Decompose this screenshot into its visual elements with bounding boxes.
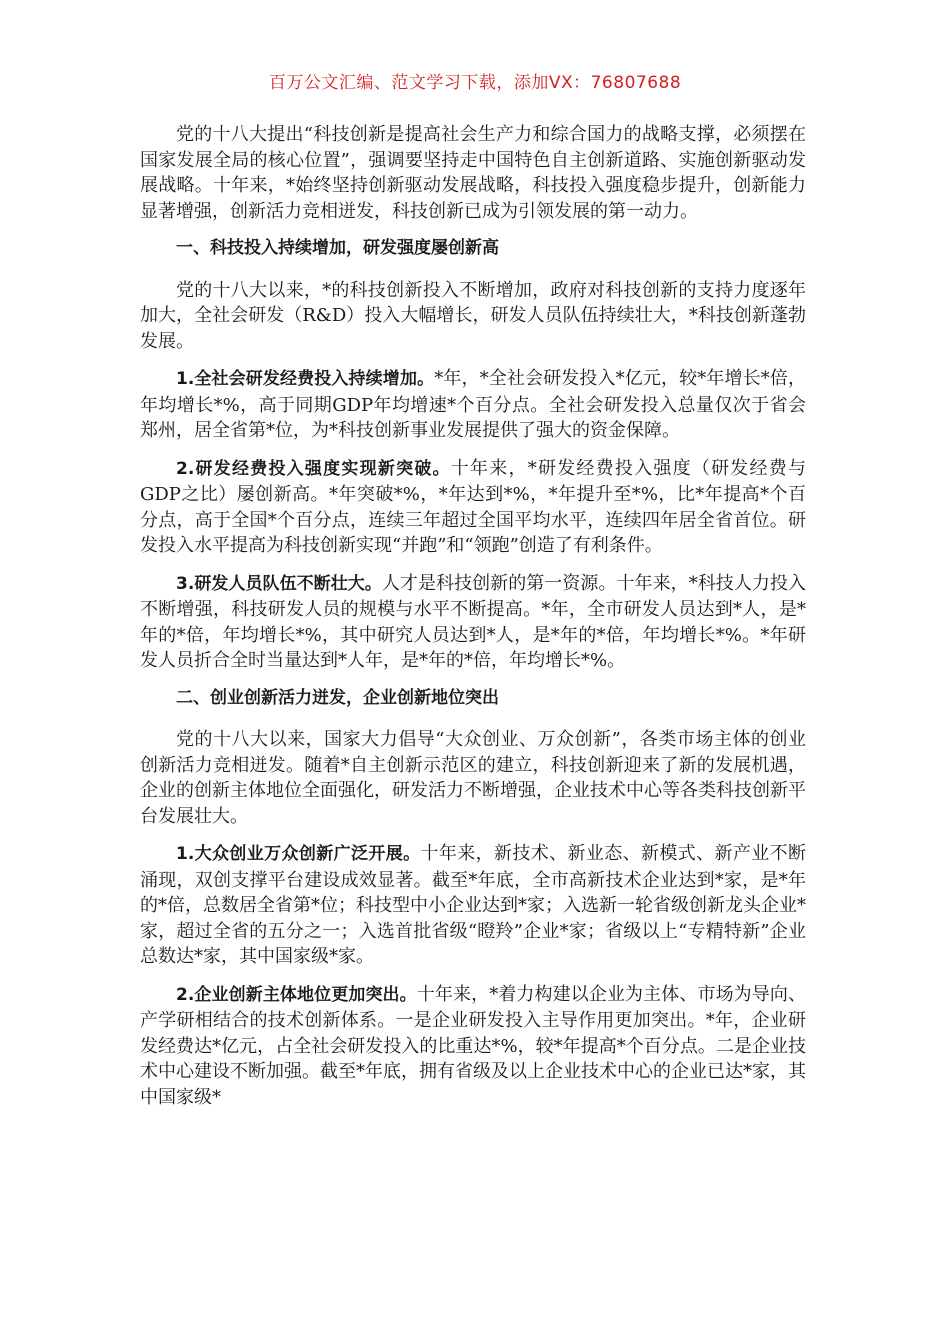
item-text: 十年来，*着力构建以企业为主体、市场为导向、产学研相结合的技术创新体系。一是企业研发投入主导作用更加突出。*年，企业研发经费达*亿元，占全社会研发投入的比重达*%，较*年提高*个百分点。二是企业技术中心建设不断加强。截至*年底，拥有省级及以上企业技术中心的企业已达*家，其中国家级* — [140, 983, 807, 1108]
section-2-item-2 — [140, 982, 806, 1111]
item-text: 十年来，新技术、新业态、新模式、新产业不断涌现，双创支撑平台建设成效显著。截至*年底，全市高新技术企业达到*家，是*年的*倍，总数居全省第*位；科技型中小企业达到*家；入选新一轮省级创新龙头企业*家，超过全省的五分之一；入选首批省级“瞪羚”企业*家；省级以上“专精特新”企业总数达*家，其中国家级*家。 — [140, 843, 807, 967]
section-1-item-3 — [140, 571, 806, 674]
section-1-item-1 — [140, 366, 806, 444]
item-lead: 1.大众创业万众创新广泛开展。 — [176, 844, 421, 864]
item-lead: 2.研发经费投入强度实现新突破。 — [176, 458, 451, 479]
section-2-heading: 二、创业创新活力迸发，企业创新地位突出 — [176, 687, 499, 708]
item-text: 十年来，*研发经费投入强度（研发经费与GDP之比）屡创新高。*年突破*%，*年达到*%，*年提升至*%，比*年提高*个百分点，高于全国*个百分点，连续三年超过全国平均水平，连续四年居全省首位。研发投入水平提高为科技创新实现“并跑”和“领跑”创造了有利条件。 — [140, 457, 806, 556]
document-body — [140, 122, 806, 1122]
item-text: 人才是科技创新的第一资源。十年来，*科技人力投入不断增强，科技研发人员的规模与水平不断提高。*年，全市研发人员达到*人，是*年的*倍，年均增长*%，其中研究人员达到*人，是*年的*倍，年均增长*%。*年研发人员折合全时当量达到*人年，是*年的*倍，年均增长*%。 — [140, 572, 806, 671]
section-1-heading: 一、科技投入持续增加，研发强度屡创新高 — [176, 238, 499, 258]
section-1-intro: 党的十八大以来，*的科技创新投入不断增加，政府对科技创新的支持力度逐年加大，全社会研发（R&D）投入大幅增长，研发人员队伍持续壮大，*科技创新蓬勃发展。 — [140, 279, 806, 352]
item-lead: 3.研发人员队伍不断壮大。 — [176, 573, 382, 594]
section-1-item-2 — [140, 456, 806, 559]
section-2-intro: 党的十八大以来，国家大力倡导“大众创业、万众创新”，各类市场主体的创业创新活力竞相迸发。随着*自主创新示范区的建立，科技创新迎来了新的发展机遇，企业的创新主体地位全面强化，研发活力不断增强，企业技术中心等各类科技创新平台发展壮大。 — [140, 729, 806, 827]
item-lead: 1.全社会研发经费投入持续增加。 — [176, 369, 435, 389]
item-text: *年，*全社会研发投入*亿元，较*年增长*倍，年均增长*%，高于同期GDP年均增速*个百分点。全社会研发投入总量仅次于省会郑州，居全省第*位，为*科技创新事业发展提供了强大的资金保障。 — [140, 368, 806, 441]
item-lead: 2.企业创新主体地位更加突出。 — [176, 984, 417, 1005]
watermark-banner: 百万公文汇编、范文学习下载，添加VX：76807688 — [268, 73, 682, 93]
intro-paragraph: 党的十八大提出“科技创新是提高社会生产力和综合国力的战略支撑，必须摆在国家发展全局的核心位置”，强调要坚持走中国特色自主创新道路、实施创新驱动发展战略。十年来，*始终坚持创新驱动发展战略，科技投入强度稳步提升，创新能力显著增强，创新活力竞相迸发，科技创新已成为引领发展的第一动力。 — [140, 124, 806, 222]
section-2-item-1 — [140, 841, 806, 970]
